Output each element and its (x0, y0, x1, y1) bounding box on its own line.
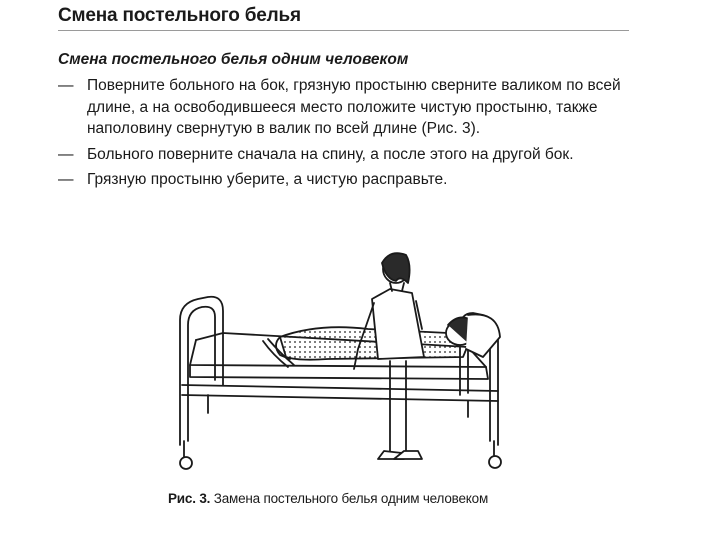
section-title: Смена постельного белья (58, 5, 301, 26)
subsection-title: Смена постельного белья одним человеком (58, 51, 409, 68)
step-text: Больного поверните сначала на спину, а после этого на другой бок. (87, 145, 574, 163)
step-text: Грязную простыню уберите, а чистую расправьте. (87, 171, 448, 188)
bullet-dash: — (58, 171, 74, 188)
figure-number: Рис. 3. (168, 491, 211, 506)
figure-caption-text: Замена постельного белья одним человеком (213, 491, 489, 506)
bullet-dash: — (58, 145, 74, 163)
list-item (58, 144, 638, 166)
bed-change-illustration (168, 245, 518, 475)
step-text: Поверните больного на бок, грязную простыню сверните валиком по всей длине, а на освободившееся место положите чистую простыню, также наполовину свернутую в валик по всей длине (Рис. 3). (87, 77, 621, 137)
bullet-dash: — (58, 77, 74, 94)
list-item (58, 75, 638, 140)
instruction-list (58, 75, 638, 195)
title-divider (58, 30, 629, 31)
list-item (58, 169, 638, 191)
figure-caption (168, 491, 538, 506)
